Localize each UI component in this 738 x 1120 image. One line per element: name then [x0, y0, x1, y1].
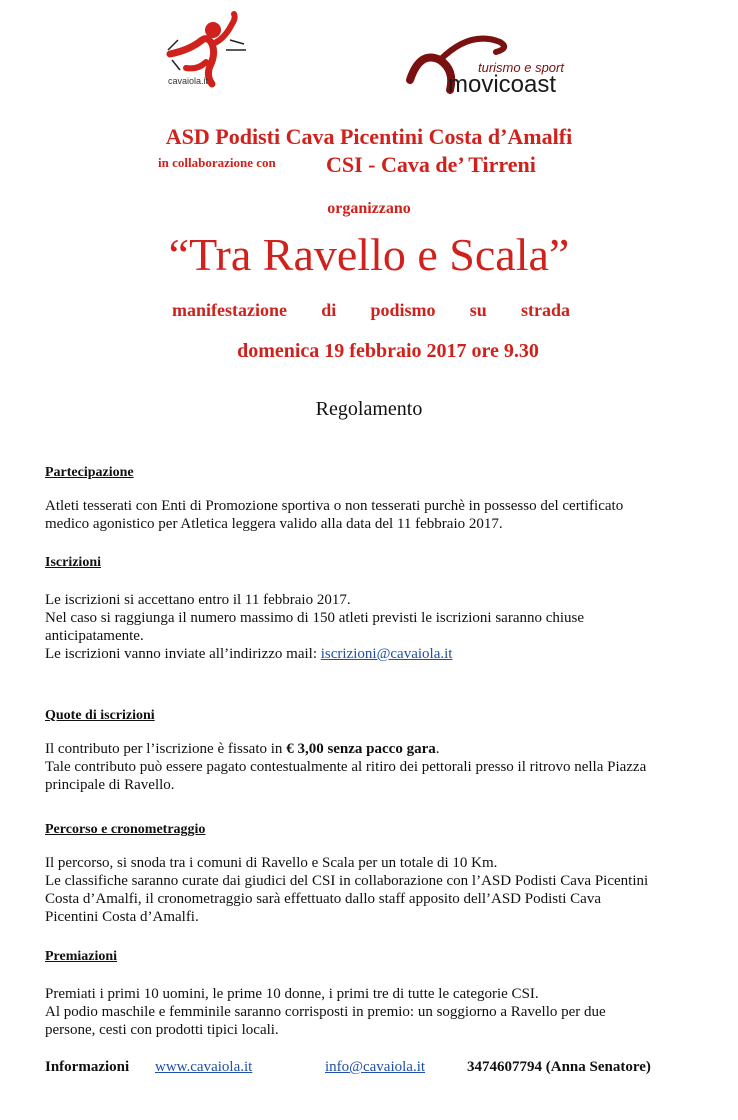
section-heading-quote: Quote di iscrizioni: [45, 708, 155, 723]
movicoast-logo: [400, 30, 590, 102]
iscrizioni-text: [45, 591, 735, 663]
text-line: Costa d’Amalfi, il cronometraggio sarà effettuato dallo staff apposito dell’ASD Podisti Cava: [45, 891, 601, 907]
website-link[interactable]: www.cavaiola.it: [155, 1059, 253, 1075]
text-line: persone, cesti con prodotti tipici locali.: [45, 1022, 279, 1038]
section-heading-iscrizioni: Iscrizioni: [45, 555, 101, 570]
cavaiola-logo-text: cavaiola.it: [168, 76, 209, 86]
text-line: Al podio maschile e femminile saranno corrisposti in premio: un soggiorno a Ravello per due: [45, 1004, 606, 1020]
section-heading-percorso: Percorso e cronometraggio: [45, 822, 206, 837]
subtitle-word: di: [321, 300, 337, 320]
collaborator-name: CSI - Cava de’ Tirreni: [326, 152, 536, 177]
organizer-name: ASD Podisti Cava Picentini Costa d’Amalfi: [165, 124, 573, 149]
text-line: anticipatamente.: [45, 628, 144, 644]
text-line: Il percorso, si snoda tra i comuni di Ravello e Scala per un totale di 10 Km.: [45, 855, 498, 871]
section-heading-premiazioni: Premiazioni: [45, 949, 118, 964]
text-line: Picentini Costa d’Amalfi.: [45, 909, 199, 925]
iscrizioni-email-link[interactable]: iscrizioni@cavaiola.it: [320, 646, 453, 662]
text-line: Le iscrizioni si accettano entro il 11 febbraio 2017.: [45, 592, 351, 608]
text-line: Atleti tesserati con Enti di Promozione sportiva o non tesserati purchè in possesso del certificato: [45, 498, 624, 514]
text-line: principale di Ravello.: [45, 777, 175, 793]
text-line: Premiati i primi 10 uomini, le prime 10 donne, i primi tre di tutte le categorie CSI.: [45, 986, 539, 1002]
text-line: Tale contributo può essere pagato contestualmente al ritiro dei pettorali presso il ritrovo nella Piazza: [45, 759, 647, 775]
text-line: [45, 740, 735, 758]
info-label: Informazioni: [45, 1059, 130, 1075]
quote-text: [45, 740, 735, 794]
event-title: “Tra Ravello e Scala”: [168, 229, 570, 280]
text-fragment: Le iscrizioni vanno inviate all’indirizzo mail:: [45, 646, 321, 662]
subtitle-word: manifestazione: [172, 300, 287, 320]
text-line: Nel caso si raggiunga il numero massimo di 150 atleti previsti le iscrizioni saranno chiuse: [45, 610, 585, 626]
fee-amount: € 3,00 senza pacco gara: [286, 741, 436, 757]
regolamento-title: Regolamento: [315, 398, 423, 420]
collaboration-label: in collaborazione con: [158, 155, 276, 170]
movicoast-tagline: turismo e sport: [478, 60, 564, 75]
text-line: medico agonistico per Atletica leggera valido alla data del 11 febbraio 2017.: [45, 516, 503, 532]
organizzano-label: organizzano: [327, 200, 411, 217]
event-date: domenica 19 febbraio 2017 ore 9.30: [237, 340, 539, 362]
premiazioni-text: [45, 985, 735, 1039]
percorso-text: [45, 854, 735, 926]
contact-phone: 3474607794 (Anna Senatore): [467, 1059, 651, 1075]
subtitle-word: podismo: [370, 300, 436, 320]
text-line: [45, 645, 735, 663]
subtitle-word: su: [469, 300, 487, 320]
text-fragment: Il contributo per l’iscrizione è fissato in: [45, 741, 287, 757]
event-subtitle: [172, 300, 570, 321]
text-fragment: .: [435, 741, 440, 757]
partecipazione-text: [45, 497, 735, 533]
subtitle-word: strada: [520, 300, 570, 320]
movicoast-name: movicoast: [448, 71, 557, 98]
section-heading-partecipazione: Partecipazione: [45, 465, 134, 480]
info-email-link[interactable]: info@cavaiola.it: [325, 1059, 426, 1075]
text-line: Le classifiche saranno curate dai giudici del CSI in collaborazione con l’ASD Podisti Cava Picentini: [45, 873, 649, 889]
